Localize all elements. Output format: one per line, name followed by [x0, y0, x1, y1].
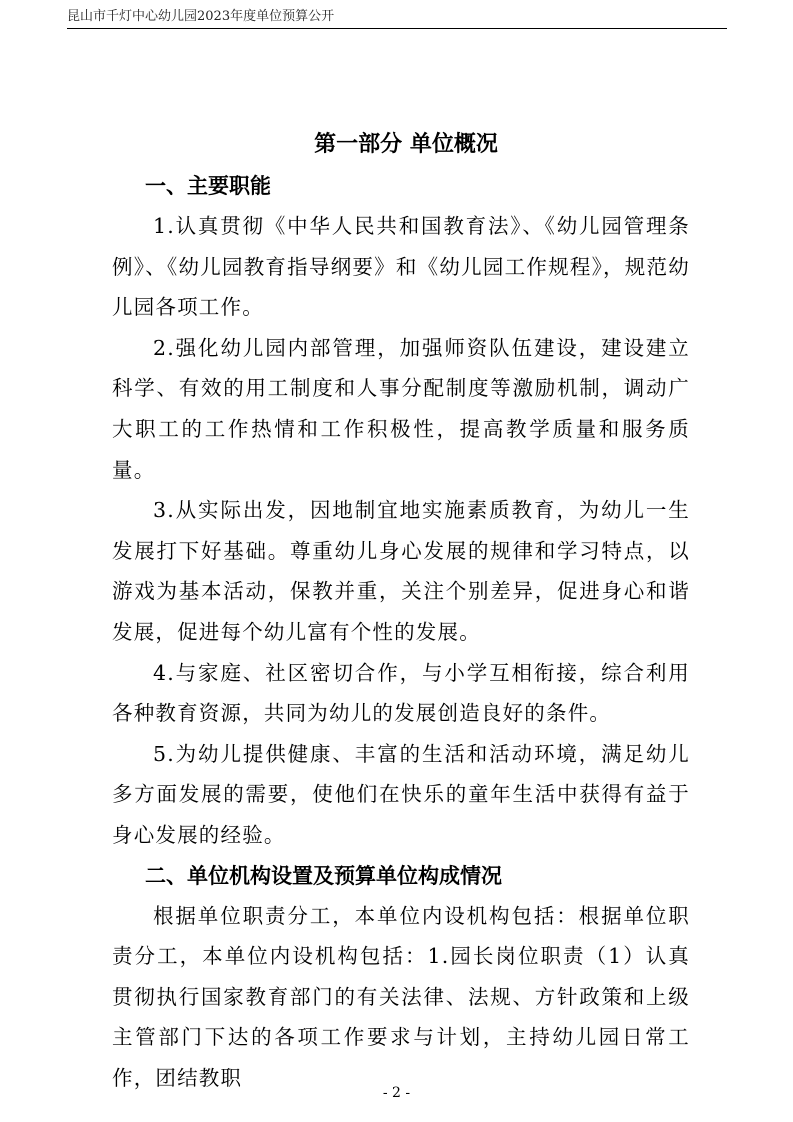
paragraph-function-1: 1.认真贯彻《中华人民共和国教育法》、《幼儿园管理条例》、《幼儿园教育指导纲要》和《幼儿园工作规程》，规范幼儿园各项工作。: [112, 214, 690, 320]
page-content: [112, 122, 690, 1098]
paragraph-function-3: 3.从实际出发，因地制宜地实施素质教育，为幼儿一生发展打下好基础。尊重幼儿身心发展的规律和学习特点，以游戏为基本活动，保教并重，关注个别差异，促进身心和谐发展，促进每个幼儿富有个性的发展。: [112, 498, 690, 644]
paragraph-organization-1: 根据单位职责分工，本单位内设机构包括：根据单位职责分工，本单位内设机构包括：1.园长岗位职责（1）认真贯彻执行国家教育部门的有关法律、法规、方针政策和上级主管部门下达的各项工作要求与计划，主持幼儿园日常工作，团结教职: [112, 903, 690, 1090]
section-heading-main-functions: 一、主要职能: [145, 173, 271, 198]
paragraph-function-5: 5.为幼儿提供健康、丰富的生活和活动环境，满足幼儿多方面发展的需要，使他们在快乐的童年生活中获得有益于身心发展的经验。: [112, 741, 690, 847]
part-title: 第一部分 单位概况: [314, 131, 498, 157]
header-divider: [67, 28, 727, 29]
section-heading-organization: 二、单位机构设置及预算单位构成情况: [145, 862, 502, 888]
paragraph-function-4: 4.与家庭、社区密切合作，与小学互相衔接，综合利用各种教育资源，共同为幼儿的发展创造良好的条件。: [112, 660, 690, 726]
paragraph-function-2: 2.强化幼儿园内部管理，加强师资队伍建设，建设建立科学、有效的用工制度和人事分配制度等激励机制，调动广大职工的工作热情和工作积极性，提高教学质量和服务质量。: [112, 335, 690, 482]
page-number: - 2 -: [382, 1085, 411, 1101]
running-header: 昆山市千灯中心幼儿园2023年度单位预算公开: [67, 9, 335, 24]
